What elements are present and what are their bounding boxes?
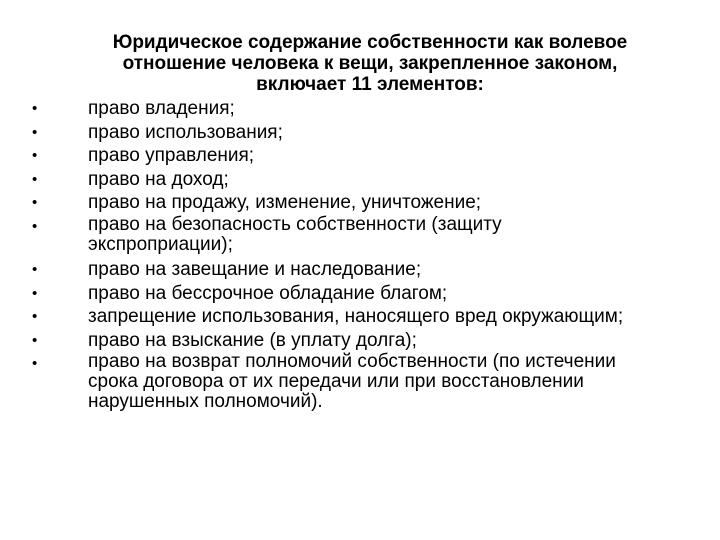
- list-item: [32, 97, 672, 121]
- list-item: [32, 121, 672, 145]
- bullet-icon: •: [32, 170, 38, 188]
- list-item-line: право на доход;: [88, 168, 229, 190]
- list-item: [32, 191, 672, 215]
- list-item: [32, 144, 672, 168]
- bullet-icon: •: [32, 123, 38, 141]
- bullet-icon: •: [32, 284, 38, 302]
- list-item-text: [88, 352, 672, 412]
- list-item: [32, 305, 672, 329]
- list-item-line: право на взыскание (в уплату долга);: [88, 329, 417, 351]
- bullet-icon: •: [32, 194, 38, 212]
- title-line: включает 11 элементов:: [256, 74, 484, 95]
- bullet-icon: •: [32, 147, 38, 165]
- list-item-text: [88, 168, 672, 192]
- list-item-text: [88, 258, 672, 282]
- list-item-text: [88, 215, 672, 255]
- list-item-line: право на завещание и наследование;: [88, 258, 422, 280]
- list-item-line: запрещение использования, наносящего вред окружающим;: [88, 306, 624, 328]
- bullet-icon: •: [32, 217, 38, 235]
- list-item: [32, 215, 672, 255]
- list-item-line: право управления;: [88, 145, 255, 167]
- list-item: [32, 282, 672, 306]
- list-item-text: [88, 282, 672, 306]
- list-item-line: право владения;: [88, 98, 235, 119]
- bullet-icon: •: [32, 260, 38, 278]
- bullet-icon: •: [32, 355, 38, 373]
- list-item-line: право на продажу, изменение, уничтожение;: [88, 192, 482, 214]
- slide-title: [90, 32, 650, 95]
- list-item-line: право использования;: [88, 121, 283, 143]
- bullet-icon: •: [32, 331, 38, 349]
- list-item-text: [88, 97, 672, 121]
- list-item-line: срока договора от их передачи или при восстановлении: [88, 371, 584, 393]
- bullet-list: [32, 97, 672, 415]
- list-item-text: [88, 191, 672, 215]
- list-item-line: нарушенных полномочий).: [88, 391, 323, 413]
- list-item-text: [88, 144, 672, 168]
- title-line: Юридическое содержание собственности как волевое: [112, 32, 628, 53]
- list-item-text: [88, 329, 672, 353]
- list-item: [32, 352, 672, 412]
- list-item-text: [88, 305, 672, 329]
- bullet-icon: •: [32, 100, 38, 117]
- list-item-line: экспроприации);: [88, 233, 233, 255]
- list-item-line: право на бессрочное обладание благом;: [88, 282, 448, 304]
- list-item: [32, 329, 672, 353]
- list-item-line: право на возврат полномочий собственности (по истечении: [88, 351, 616, 373]
- list-item: [32, 258, 672, 282]
- title-line: отношение человека к вещи, закрепленное законом,: [122, 53, 618, 74]
- bullet-icon: •: [32, 308, 38, 326]
- list-item-text: [88, 121, 672, 145]
- list-item-line: право на безопасность собственности (защиту: [88, 213, 502, 235]
- list-item: [32, 168, 672, 192]
